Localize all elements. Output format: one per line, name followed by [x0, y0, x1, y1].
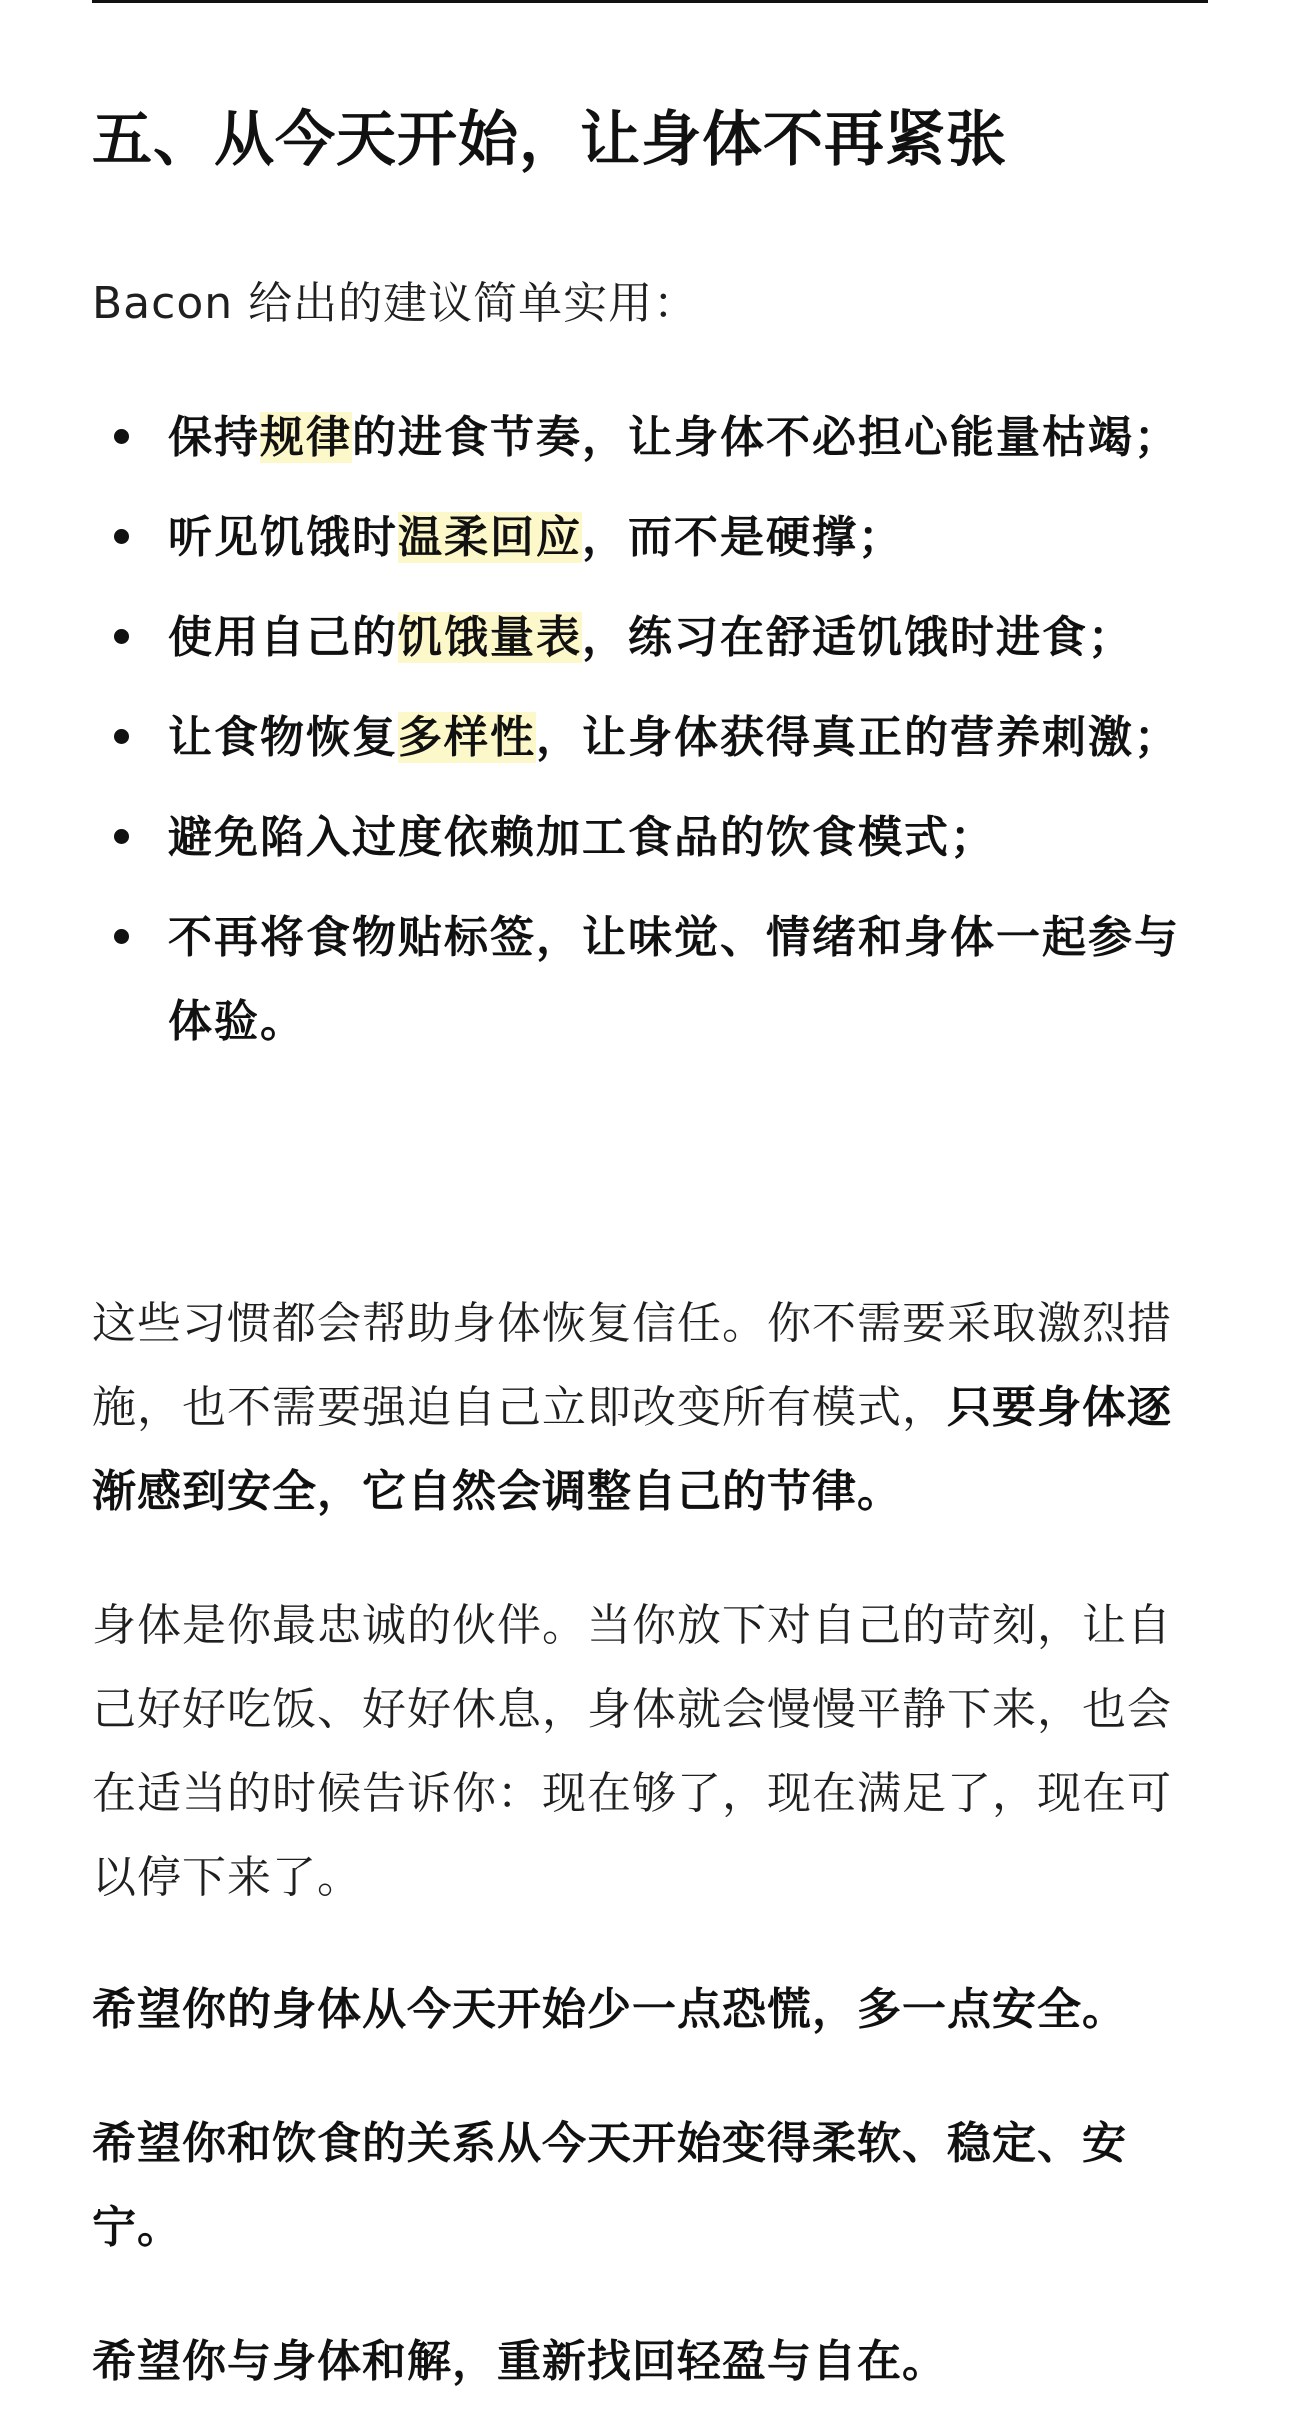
paragraph-body-partner: 身体是你最忠诚的伙伴。当你放下对自己的苛刻，让自己好好吃饭、好好休息，身体就会慢慢平静下来，也会在适当的时候告诉你：现在够了，现在满足了，现在可以停下来了。 [92, 1600, 1172, 1903]
list-item: 使用自己的饥饿量表，练习在舒适饥饿时进食； [92, 596, 1208, 680]
advice-list [92, 396, 1208, 1080]
list-item: 听见饥饿时温柔回应，而不是硬撑； [92, 496, 1208, 580]
bullet-icon [114, 529, 129, 544]
highlight: 饥饿量表 [398, 612, 582, 663]
bullet-icon [114, 629, 129, 644]
bullet-icon [114, 429, 129, 444]
emphasis-text: 只要身体逐渐感到安全，它自然会调整自己的节律。 [92, 1382, 1172, 1517]
bullet-icon [114, 929, 129, 944]
list-item: 保持规律的进食节奏，让身体不必担心能量枯竭； [92, 396, 1208, 480]
paragraph-habits: 这些习惯都会帮助身体恢复信任。你不需要采取激烈措施，也不需要强迫自己立即改变所有模式，只要身体逐渐感到安全，它自然会调整自己的节律。 [92, 1298, 1172, 1517]
highlight: 温柔回应 [398, 512, 582, 563]
list-item: 让食物恢复多样性，让身体获得真正的营养刺激； [92, 696, 1208, 780]
highlight: 规律 [260, 412, 352, 463]
paragraph-wish-safety: 希望你的身体从今天开始少一点恐慌，多一点安全。 [92, 1984, 1127, 2035]
intro-text: Bacon 给出的建议简单实用： [92, 278, 699, 329]
paragraph-wish-reconcile: 希望你与身体和解，重新找回轻盈与自在。 [92, 2336, 947, 2387]
bullet-icon [114, 829, 129, 844]
list-item: 避免陷入过度依赖加工食品的饮食模式； [92, 796, 1208, 880]
top-divider [92, 0, 1208, 3]
bullet-icon [114, 729, 129, 744]
list-item: 不再将食物贴标签，让味觉、情绪和身体一起参与体验。 [92, 896, 1208, 1064]
highlight: 多样性 [398, 712, 536, 763]
paragraph-wish-relationship: 希望你和饮食的关系从今天开始变得柔软、稳定、安宁。 [92, 2118, 1127, 2253]
section-heading: 五、从今天开始，让身体不再紧张 [92, 105, 1007, 175]
